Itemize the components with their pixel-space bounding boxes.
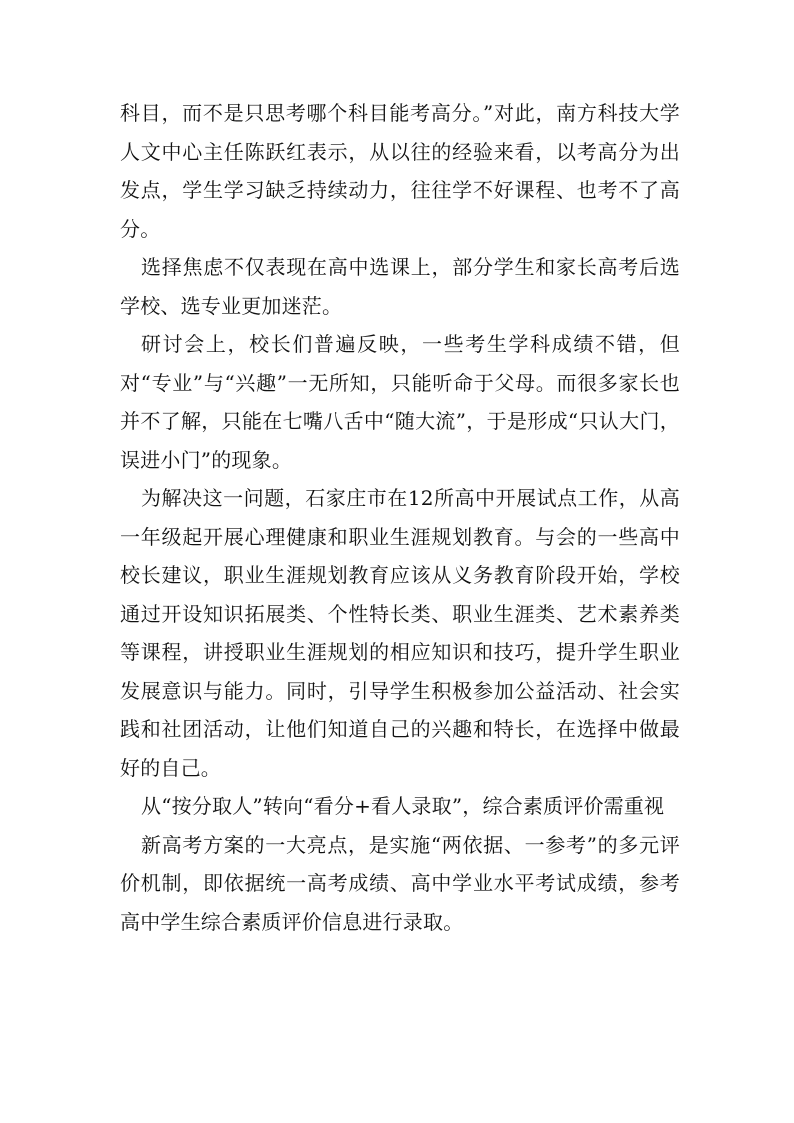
paragraph-2: 选择焦虑不仅表现在高中选课上，部分学生和家长高考后选学校、选专业更加迷茫。 (120, 255, 680, 318)
section-heading: 从“按分取人”转向“看分+看人录取”，综合素质评价需重视 (141, 794, 665, 818)
paragraph-1: 科目，而不是只思考哪个科目能考高分。”对此，南方科技大学人文中心主任陈跃红表示，从以往的经验来看，以考高分为出发点，学生学习缺乏持续动力，往往学不好课程、也考不了高分。 (120, 101, 680, 241)
paragraph-5: 新高考方案的一大亮点，是实施“两依据、一参考”的多元评价机制，即依据统一高考成绩、高中学业水平考试成绩，参考高中学生综合素质评价信息进行录取。 (120, 832, 680, 934)
paragraph-4: 为解决这一问题，石家庄市在12所高中开展试点工作，从高一年级起开展心理健康和职业生涯规划教育。与会的一些高中校长建议，职业生涯规划教育应该从义务教育阶段开始，学校通过开设知识拓展类、个性特长类、职业生涯类、艺术素养类等课程，讲授职业生涯规划的相应知识和技巧，提升学生职业发展意识与能力。同时，引导学生积极参加公益活动、社会实践和社团活动，让他们知道自己的兴趣和特长，在选择中做最好的自己。 (120, 486, 680, 780)
paragraph-3: 研讨会上，校长们普遍反映，一些考生学科成绩不错，但对“专业”与“兴趣”一无所知，只能听命于父母。而很多家长也并不了解，只能在七嘴八舌中“随大流”，于是形成“只认大门，误进小门”的现象。 (120, 332, 680, 472)
document-page (120, 94, 680, 941)
